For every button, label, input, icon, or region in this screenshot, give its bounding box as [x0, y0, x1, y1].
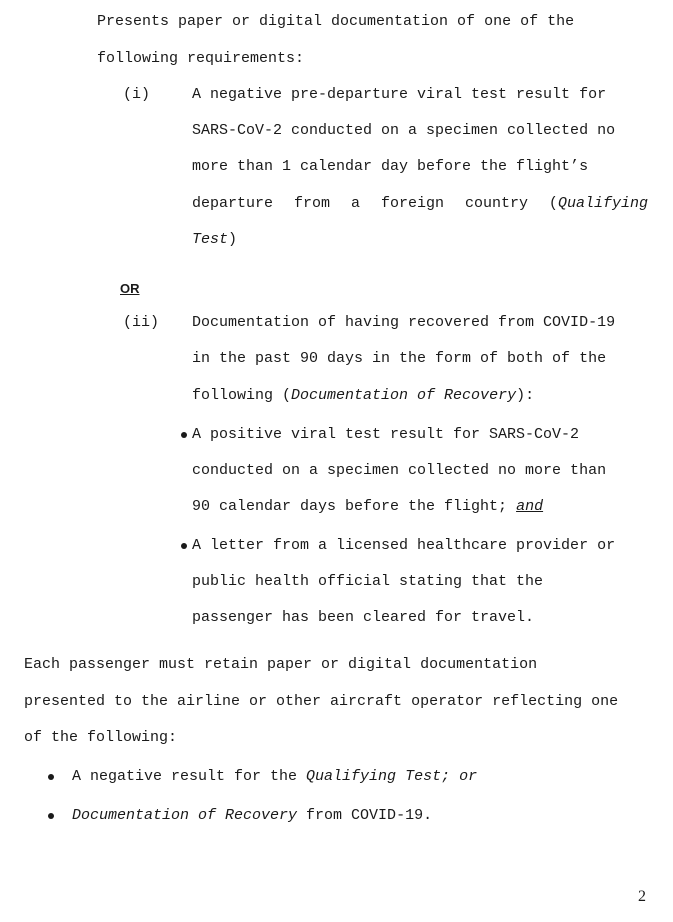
- item-i-line-4-word: departure: [192, 195, 274, 212]
- bullet-2-line-1: A letter from a licensed healthcare provider or: [192, 537, 616, 554]
- page-number: 2: [638, 888, 646, 905]
- item-i-line-4-word: foreign: [380, 195, 444, 212]
- bullet-2-line-3: passenger has been cleared for travel.: [192, 609, 535, 626]
- item-i-line-1: A negative pre-departure viral test result for: [192, 86, 607, 103]
- list-item-2-text: from COVID-19.: [297, 807, 433, 824]
- close-paren: ): [228, 231, 238, 248]
- item-i-line-4: [192, 195, 648, 213]
- and-underlined: and: [516, 498, 544, 515]
- item-i-line-2: SARS-CoV-2 conducted on a specimen collected no: [192, 122, 616, 139]
- bullet-1-line-3-text: 90 calendar days before the flight;: [192, 498, 517, 515]
- item-ii-line-3: [192, 387, 534, 405]
- item-ii-line-1: Documentation of having recovered from COVID-19: [192, 314, 616, 331]
- bullet-1-line-1: A positive viral test result for SARS-CoV-2: [192, 426, 580, 443]
- item-i-line-4-word: a: [350, 195, 360, 212]
- item-ii-line-2: in the past 90 days in the form of both of the: [192, 350, 607, 367]
- list-item-2-italic: Documentation of Recovery: [72, 807, 298, 824]
- test-italic: Test: [192, 231, 229, 248]
- bullet-2-line-2: public health official stating that the: [192, 573, 544, 590]
- bullet-1-line-3: [192, 498, 543, 516]
- item-i-line-4-word: (Qualifying: [548, 195, 648, 212]
- bullet-icon: [48, 774, 54, 780]
- or-label: OR: [120, 281, 140, 296]
- item-i-line-5: [192, 231, 237, 249]
- qualifying-italic: Qualifying: [557, 195, 648, 212]
- item-i-line-4-word: from: [293, 195, 330, 212]
- retain-line-1: Each passenger must retain paper or digital documentation: [24, 656, 538, 673]
- intro-line-2: following requirements:: [97, 50, 305, 67]
- bullet-1-line-2: conducted on a specimen collected no more than: [192, 462, 607, 479]
- bullet-icon: [181, 543, 187, 549]
- list-item-1: [72, 768, 477, 786]
- retain-line-3: of the following:: [24, 729, 178, 746]
- intro-line-1: Presents paper or digital documentation of one of the: [97, 13, 575, 30]
- bullet-icon: [181, 432, 187, 438]
- bullet-icon: [48, 813, 54, 819]
- item-i-line-4-text: [192, 195, 648, 213]
- documentation-of-recovery-italic: Documentation of Recovery: [291, 387, 517, 404]
- list-item-1-text: A negative result for the: [72, 768, 307, 785]
- item-i-line-3: more than 1 calendar day before the flight’s: [192, 158, 589, 175]
- list-item-2: [72, 807, 432, 825]
- item-i-line-4-word: country: [464, 195, 528, 212]
- item-ii-number: (ii): [123, 314, 160, 331]
- retain-line-2: presented to the airline or other aircraft operator reflecting one: [24, 693, 619, 710]
- item-i-number: (i): [123, 86, 151, 103]
- following-text: following (: [192, 387, 292, 404]
- closing-text: ):: [516, 387, 535, 404]
- list-item-1-italic: Qualifying Test; or: [306, 768, 478, 785]
